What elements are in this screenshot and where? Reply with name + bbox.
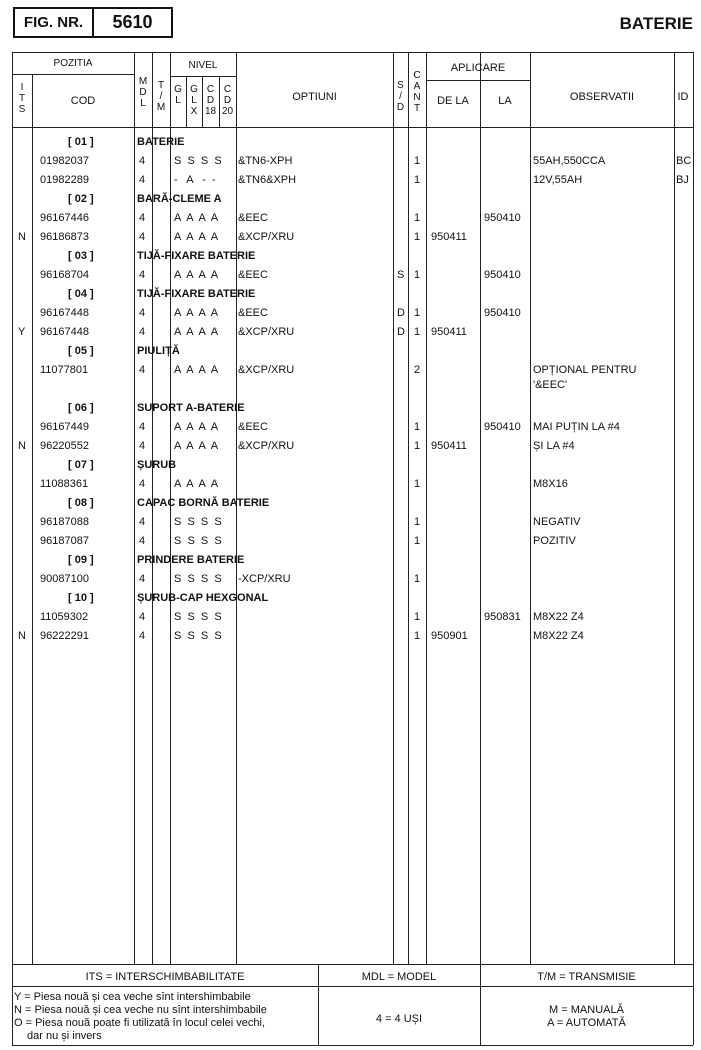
its-code: N (18, 630, 26, 642)
group-position: [ 08 ] (68, 497, 94, 509)
header-its: I T S (18, 82, 26, 115)
quantity: 1 (414, 231, 421, 243)
part-code: 96220552 (40, 440, 89, 452)
option-code: &XCP/XRU (238, 326, 295, 338)
side-code: D (397, 307, 405, 319)
apply-from: 950901 (431, 630, 468, 642)
grid-line (674, 52, 675, 964)
its-code: Y (18, 326, 26, 338)
option-code: &EEC (238, 269, 268, 281)
apply-to: 950410 (484, 421, 521, 433)
grid-line (426, 52, 427, 964)
group-position: [ 01 ] (68, 136, 94, 148)
header-mdl: M D L (138, 76, 148, 109)
grid-line (32, 74, 33, 964)
model-code: 4 (139, 231, 146, 243)
observation: 12V,55AH (533, 174, 583, 186)
legend-tm-title: T/M = TRANSMISIE (537, 971, 636, 983)
grid-line (530, 52, 531, 964)
apply-to: 950410 (484, 212, 521, 224)
observation: M8X22 Z4 (533, 611, 584, 623)
part-code: 96168704 (40, 269, 89, 281)
grid-line (693, 52, 694, 1045)
grid-line (12, 52, 13, 1045)
group-name: PRINDERE BATERIE (137, 554, 245, 566)
header-observatii: OBSERVATII (569, 91, 635, 103)
model-code: 4 (139, 440, 146, 452)
grid-line (12, 986, 693, 987)
level-codes: A A A A (174, 231, 219, 243)
model-code: 4 (139, 573, 146, 585)
apply-from: 950411 (431, 326, 467, 338)
quantity: 1 (414, 269, 421, 281)
model-code: 4 (139, 212, 146, 224)
quantity: 1 (414, 421, 421, 433)
level-codes: S S S S (174, 516, 222, 528)
quantity: 1 (414, 440, 421, 452)
group-name: ȘURUB-CAP HEXGONAL (137, 592, 269, 604)
quantity: 1 (414, 573, 421, 585)
header-optiuni: OPTIUNI (292, 91, 337, 103)
level-codes: A A A A (174, 364, 219, 376)
level-codes: A A A A (174, 478, 219, 490)
header-tm: T / M (156, 80, 166, 113)
quantity: 1 (414, 535, 421, 547)
part-code: 11059302 (40, 611, 89, 623)
part-code: 96187088 (40, 516, 89, 528)
group-name: PIULIȚĂ (137, 345, 180, 357)
group-name: CAPAC BORNĂ BATERIE (137, 497, 270, 509)
figure-label: FIG. NR. (15, 9, 94, 36)
observation: M8X16 (533, 478, 568, 490)
part-code: 11088361 (40, 478, 89, 490)
group-name: TIJĂ-FIXARE BATERIE (137, 288, 256, 300)
legend-tm-m: M = MANUALĂ (549, 1004, 624, 1016)
header-de-la: DE LA (437, 95, 469, 107)
level-codes: A A A A (174, 421, 219, 433)
grid-line (170, 76, 236, 77)
legend-mdl-title: MDL = MODEL (361, 971, 437, 983)
header-la: LA (498, 95, 512, 107)
header-glx: G L X (190, 84, 198, 117)
part-code: 90087100 (40, 573, 89, 585)
group-position: [ 04 ] (68, 288, 94, 300)
grid-line (426, 80, 530, 81)
option-code: &EEC (238, 421, 268, 433)
model-code: 4 (139, 478, 146, 490)
observation: POZITIV (533, 535, 576, 547)
model-code: 4 (139, 174, 146, 186)
header-sd: S / D (396, 80, 405, 113)
model-code: 4 (139, 155, 146, 167)
quantity: 1 (414, 326, 421, 338)
legend-mdl-value: 4 = 4 UȘI (375, 1013, 423, 1025)
part-code: 01982037 (40, 155, 89, 167)
grid-line (12, 127, 693, 128)
apply-to: 950831 (484, 611, 521, 623)
part-code: 11077801 (40, 364, 89, 376)
document-title: BATERIE (619, 14, 693, 33)
header-gl: G L (174, 84, 182, 106)
group-position: [ 03 ] (68, 250, 94, 262)
group-name: BATERIE (137, 136, 185, 148)
header-cd18: C D 18 (204, 84, 217, 117)
header-cod: COD (70, 95, 96, 107)
grid-line (393, 52, 394, 964)
option-code: &TN6&XPH (238, 174, 297, 186)
model-code: 4 (139, 535, 146, 547)
quantity: 1 (414, 478, 421, 490)
part-id: BC (676, 155, 692, 167)
level-codes: A A A A (174, 307, 219, 319)
part-code: 96167448 (40, 307, 89, 319)
option-code: &EEC (238, 307, 268, 319)
quantity: 1 (414, 516, 421, 528)
observation: MAI PUȚIN LA #4 (533, 421, 620, 433)
model-code: 4 (139, 630, 146, 642)
its-code: N (18, 231, 26, 243)
apply-to: 950410 (484, 269, 521, 281)
side-code: D (397, 326, 405, 338)
legend-tm-a: A = AUTOMATĂ (547, 1017, 626, 1029)
observation: '&EEC' (533, 379, 568, 391)
model-code: 4 (139, 421, 146, 433)
level-codes: A A A A (174, 269, 219, 281)
observation: ȘI LA #4 (533, 440, 575, 452)
level-codes: A A A A (174, 440, 219, 452)
quantity: 1 (414, 212, 421, 224)
figure-number-box (13, 7, 173, 38)
option-code: -XCP/XRU (238, 573, 291, 585)
part-code: 96186873 (40, 231, 89, 243)
group-position: [ 09 ] (68, 554, 94, 566)
model-code: 4 (139, 307, 146, 319)
legend-its-o-cont: dar nu și invers (27, 1030, 102, 1042)
group-position: [ 02 ] (68, 193, 94, 205)
header-cd20: C D 20 (221, 84, 234, 117)
quantity: 1 (414, 307, 421, 319)
level-codes: S S S S (174, 573, 222, 585)
option-code: &XCP/XRU (238, 440, 295, 452)
grid-line (134, 52, 135, 964)
grid-line (408, 52, 409, 964)
group-position: [ 06 ] (68, 402, 94, 414)
level-codes: A A A A (174, 326, 219, 338)
its-code: N (18, 440, 26, 452)
part-code: 96222291 (40, 630, 89, 642)
part-code: 01982289 (40, 174, 89, 186)
apply-to: 950410 (484, 307, 521, 319)
part-code: 96167448 (40, 326, 89, 338)
level-codes: S S S S (174, 155, 222, 167)
model-code: 4 (139, 326, 146, 338)
part-code: 96187087 (40, 535, 89, 547)
group-position: [ 07 ] (68, 459, 94, 471)
model-code: 4 (139, 516, 146, 528)
part-code: 96167446 (40, 212, 89, 224)
header-pozitia: POZITIA (53, 58, 93, 69)
level-codes: S S S S (174, 611, 222, 623)
grid-line (12, 52, 693, 53)
option-code: &XCP/XRU (238, 231, 295, 243)
model-code: 4 (139, 364, 146, 376)
grid-line (12, 74, 134, 75)
legend-its-n: N = Piesa nouă și cea veche nu sînt intershimbabile (14, 1004, 267, 1016)
part-id: BJ (676, 174, 689, 186)
header-aplicare: APLICARE (450, 62, 506, 74)
option-code: &EEC (238, 212, 268, 224)
grid-line (480, 52, 481, 964)
level-codes: S S S S (174, 630, 222, 642)
level-codes: S S S S (174, 535, 222, 547)
figure-number: 5610 (112, 12, 153, 32)
header-id: ID (677, 91, 689, 103)
group-name: BARĂ-CLEME A (137, 193, 222, 205)
side-code: S (397, 269, 405, 281)
legend-its-y: Y = Piesa nouă și cea veche sînt intershimbabile (14, 991, 251, 1003)
quantity: 1 (414, 630, 421, 642)
observation: M8X22 Z4 (533, 630, 584, 642)
option-code: &XCP/XRU (238, 364, 295, 376)
grid-line (12, 1045, 693, 1046)
quantity: 1 (414, 174, 421, 186)
group-name: TIJĂ-FIXARE BATERIE (137, 250, 256, 262)
header-nivel: NIVEL (188, 60, 218, 71)
option-code: &TN6-XPH (238, 155, 293, 167)
quantity: 1 (414, 611, 421, 623)
apply-from: 950411 (431, 231, 467, 243)
legend-its-title: ITS = INTERSCHIMBABILITATE (85, 971, 245, 983)
model-code: 4 (139, 269, 146, 281)
legend-its-o: O = Piesa nouă poate fi utilizată în locul celei vechi, (14, 1017, 266, 1029)
group-name: SUPORT A-BATERIE (137, 402, 245, 414)
group-position: [ 05 ] (68, 345, 94, 357)
level-codes: - A - - (174, 174, 216, 186)
group-name: ȘURUB (137, 459, 177, 471)
part-code: 96167449 (40, 421, 89, 433)
group-position: [ 10 ] (68, 592, 94, 604)
observation: OPȚIONAL PENTRU (533, 364, 637, 376)
level-codes: A A A A (174, 212, 219, 224)
quantity: 1 (414, 155, 421, 167)
observation: 55AH,550CCA (533, 155, 606, 167)
apply-from: 950411 (431, 440, 467, 452)
grid-line (12, 964, 693, 965)
observation: NEGATIV (533, 516, 581, 528)
model-code: 4 (139, 611, 146, 623)
quantity: 2 (414, 364, 421, 376)
header-cant: C A N T (413, 70, 421, 114)
